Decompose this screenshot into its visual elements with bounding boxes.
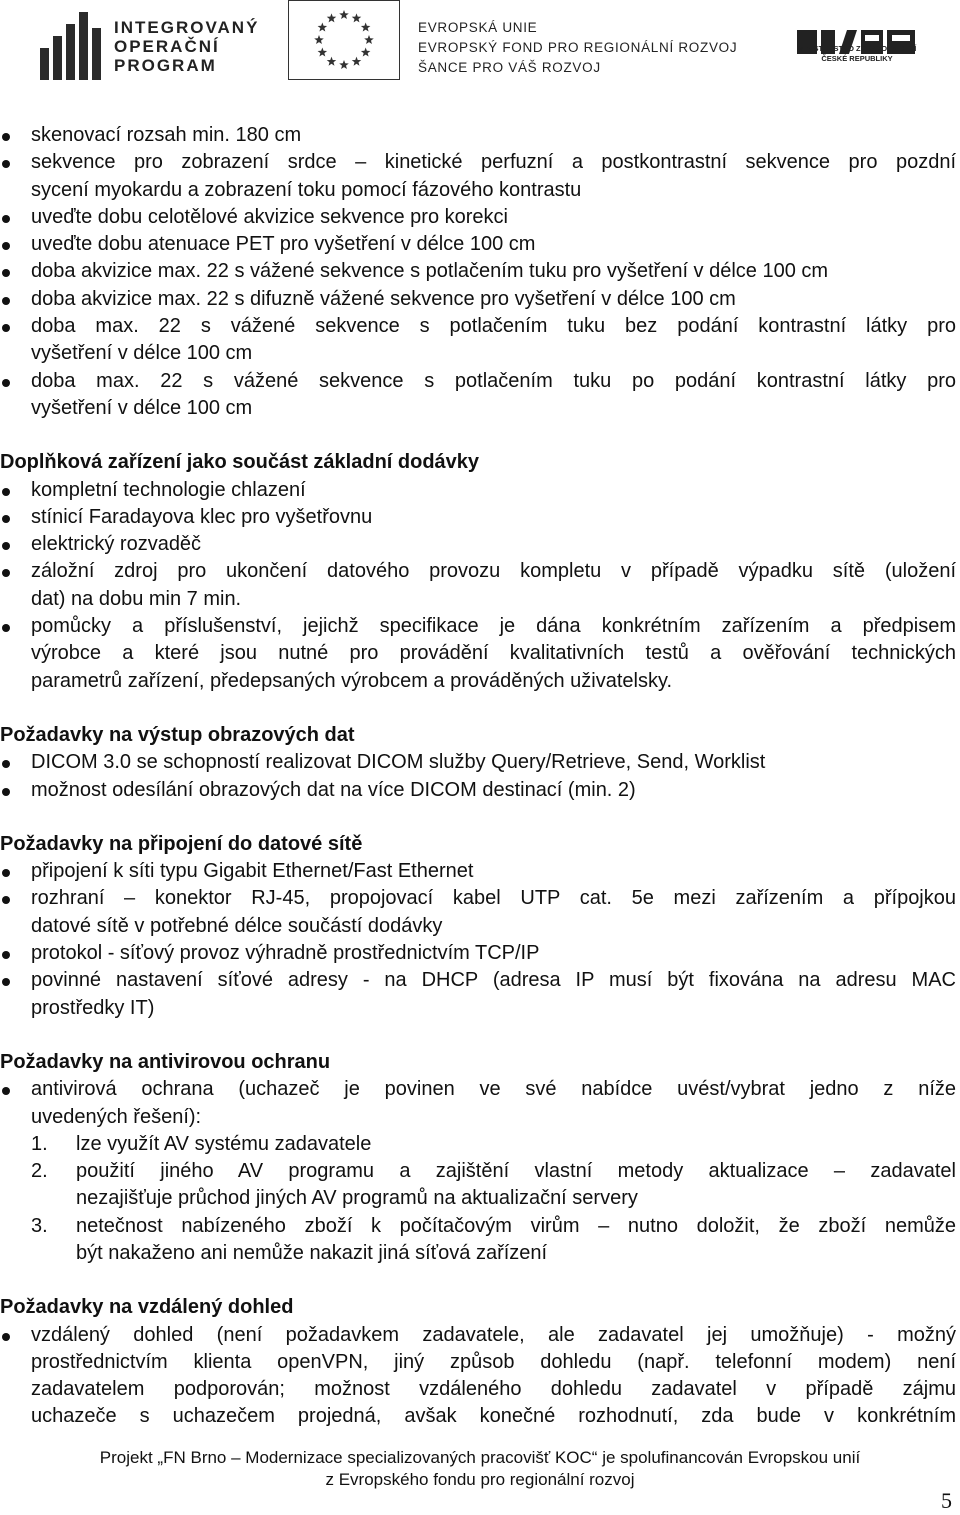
bullet-icon <box>2 269 10 277</box>
section-gap <box>0 1267 960 1294</box>
ministry-text-line-1: MINISTERSTVO ZDRAVOTNICTVÍ <box>797 44 917 53</box>
iop-logo-line-3: PROGRAM <box>114 56 217 75</box>
bullet-icon <box>2 515 10 523</box>
bullet-item-continuation <box>0 913 960 940</box>
bullet-item-text: datové sítě v potřebné délce součástí dodávky <box>31 914 443 937</box>
bullet-item-text: uchazeče s uchazečem projedná, avšak konečné rozhodnutí, zda bude v konkrétním <box>31 1405 956 1428</box>
page-header <box>0 0 960 92</box>
footer-line-2: z Evropského fondu pro regionální rozvoj <box>325 1470 635 1489</box>
section-heading-text: Požadavky na výstup obrazových dat <box>0 723 355 746</box>
bullet-item-text: prostředky IT) <box>31 996 155 1019</box>
bullet-item <box>0 368 960 395</box>
bullet-item-text: vyšetření v délce 100 cm <box>31 342 253 365</box>
bullet-item-text: sycení myokardu a zobrazení toku pomocí fázového kontrastu <box>31 178 582 201</box>
bullet-item-text: uveďte dobu celotělové akvizice sekvence pro korekci <box>31 205 508 228</box>
bullet-item-text: stínicí Faradayova klec pro vyšetřovnu <box>31 505 373 528</box>
section-heading-text: Požadavky na připojení do datové sítě <box>0 832 363 855</box>
numbered-item-text: netečnost nabízeného zboží k počítačovým virům – nutno doložit, že zboží nemůže <box>76 1214 956 1237</box>
bullet-item-text: pomůcky a příslušenství, jejichž specifikace je dána konkrétním zařízením a předpisem <box>31 615 956 638</box>
numbered-item-text: nezajišťuje průchod jiných AV programů na aktualizační servery <box>76 1187 638 1210</box>
eu-text <box>418 18 737 78</box>
bullet-icon <box>2 1087 10 1095</box>
numbered-item-continuation <box>0 1185 960 1212</box>
bullet-icon <box>2 951 10 959</box>
numbered-item-text: použití jiného AV programu a zajištění vlastní metody aktualizace – zadavatel <box>76 1160 956 1183</box>
iop-logo-line-1: INTEGROVANÝ <box>114 18 260 37</box>
bullet-item <box>0 885 960 912</box>
bullet-icon <box>2 160 10 168</box>
bullet-item <box>0 749 960 776</box>
bullet-item <box>0 204 960 231</box>
bullet-item-text: vzdálený dohled (není požadavkem zadavatele, ale zadavatel jej umožňuje) - možný <box>31 1323 956 1346</box>
bullet-item <box>0 313 960 340</box>
bullet-icon <box>2 324 10 332</box>
section-gap <box>0 804 960 831</box>
numbered-item-text: být nakaženo ani nemůže nakazit jiná síťová zařízení <box>76 1241 548 1264</box>
footer-line-1: Projekt „FN Brno – Modernizace specializovaných pracovišť KOC“ je spolufinancován Evropskou unií <box>99 1448 861 1467</box>
bullet-icon <box>2 488 10 496</box>
bullet-item-text: elektrický rozvaděč <box>31 533 202 556</box>
iop-logo <box>40 12 260 80</box>
numbered-item-text: lze využít AV systému zadavatele <box>76 1132 372 1155</box>
bullet-item-text: připojení k síti typu Gigabit Ethernet/Fast Ethernet <box>31 860 474 883</box>
bullet-item <box>0 477 960 504</box>
section-heading <box>0 1294 960 1321</box>
bullet-item-text: sekvence pro zobrazení srdce – kinetické perfuzní a postkontrastní sekvence pro pozdní <box>31 151 956 174</box>
numbered-item-continuation <box>0 1240 960 1267</box>
bullet-icon <box>2 542 10 550</box>
bullet-item <box>0 149 960 176</box>
bullet-icon <box>2 569 10 577</box>
bullet-item <box>0 940 960 967</box>
section-heading-text: Požadavky na antivirovou ochranu <box>0 1050 331 1073</box>
bullet-item-text: dat) na dobu min 7 min. <box>31 587 242 610</box>
bullet-item <box>0 858 960 885</box>
bullet-item <box>0 122 960 149</box>
numbered-item-number: 1. <box>31 1132 48 1155</box>
bullet-icon <box>2 215 10 223</box>
bullet-item-continuation <box>0 668 960 695</box>
bullet-item-continuation <box>0 340 960 367</box>
bullet-item-text: možnost odesílání obrazových dat na více DICOM destinací (min. 2) <box>31 778 636 801</box>
bullet-icon <box>2 379 10 387</box>
bullet-item-text: doba akvizice max. 22 s difuzně vážené sekvence pro vyšetření v délce 100 cm <box>31 287 736 310</box>
bullet-item-continuation <box>0 1104 960 1131</box>
section-heading <box>0 1049 960 1076</box>
bullet-icon <box>2 133 10 141</box>
bullet-item-text: protokol - síťový provoz výhradně prostřednictvím TCP/IP <box>31 942 540 965</box>
section-heading <box>0 722 960 749</box>
bullet-icon <box>2 978 10 986</box>
bullet-item-text: prostřednictvím klienta openVPN, jiný způsob dohledu (např. telefonní modem) není <box>31 1350 956 1373</box>
bullet-icon <box>2 896 10 904</box>
ministry-text <box>792 44 922 64</box>
page-footer <box>0 1447 960 1491</box>
bullet-item <box>0 1076 960 1103</box>
bullet-item-text: uveďte dobu atenuace PET pro vyšetření v délce 100 cm <box>31 233 536 256</box>
page-number: 5 <box>941 1488 952 1513</box>
bullet-item-text: DICOM 3.0 se schopností realizovat DICOM služby Query/Retrieve, Send, Worklist <box>31 751 766 774</box>
bullet-item-continuation <box>0 640 960 667</box>
section-gap <box>0 422 960 449</box>
bullet-item-continuation <box>0 177 960 204</box>
bullet-item-text: výrobce a které jsou nutné pro provádění kvalitativních testů a ověřování technických <box>31 642 956 665</box>
iop-logo-line-2: OPERAČNÍ <box>114 37 220 56</box>
bullet-icon <box>2 788 10 796</box>
bullet-icon <box>2 1333 10 1341</box>
ministry-text-line-2: ČESKÉ REPUBLIKY <box>821 54 893 63</box>
section-heading-text: Požadavky na vzdálený dohled <box>0 1296 294 1319</box>
bullet-item <box>0 967 960 994</box>
iop-logo-mark-icon <box>40 12 102 80</box>
bullet-item-continuation <box>0 586 960 613</box>
bullet-item <box>0 531 960 558</box>
bullet-item-text: doba max. 22 s vážené sekvence s potlačením tuku bez podání kontrastní látky pro <box>31 315 956 338</box>
bullet-item-continuation <box>0 995 960 1022</box>
bullet-icon <box>2 297 10 305</box>
bullet-item-continuation <box>0 1349 960 1376</box>
bullet-item-continuation <box>0 395 960 422</box>
bullet-item-text: vyšetření v délce 100 cm <box>31 396 253 419</box>
section-heading <box>0 449 960 476</box>
bullet-item <box>0 1322 960 1349</box>
bullet-item-text: doba max. 22 s vážené sekvence s potlačením tuku po podání kontrastní látky pro <box>31 369 956 392</box>
bullet-item <box>0 777 960 804</box>
bullet-icon <box>2 760 10 768</box>
bullet-item <box>0 558 960 585</box>
bullet-item-text: doba akvizice max. 22 s vážené sekvence s potlačením tuku pro vyšetření v délce 100 cm <box>31 260 829 283</box>
numbered-item-number: 2. <box>31 1160 48 1183</box>
numbered-item-number: 3. <box>31 1214 48 1237</box>
bullet-icon <box>2 869 10 877</box>
bullet-item-text: kompletní technologie chlazení <box>31 478 306 501</box>
section-gap <box>0 695 960 722</box>
bullet-item <box>0 504 960 531</box>
bullet-item <box>0 258 960 285</box>
numbered-item <box>0 1131 960 1158</box>
bullet-item-text: zadavatelem podporován; možnost vzdáleného dohledu zadavatel v případě zájmu <box>31 1378 956 1401</box>
bullet-icon <box>2 242 10 250</box>
eu-text-line-1: EVROPSKÁ UNIE <box>418 20 538 35</box>
iop-logo-text <box>114 18 259 75</box>
bullet-item <box>0 231 960 258</box>
bullet-item-continuation <box>0 1403 960 1430</box>
bullet-item-text: uvedených řešení): <box>31 1105 202 1128</box>
section-gap <box>0 1022 960 1049</box>
eu-text-line-2: EVROPSKÝ FOND PRO REGIONÁLNÍ ROZVOJ <box>418 40 738 55</box>
bullet-item <box>0 613 960 640</box>
bullet-item <box>0 286 960 313</box>
bullet-item-text: rozhraní – konektor RJ-45, propojovací kabel UTP cat. 5e mezi zařízením a přípojkou <box>31 887 956 910</box>
eu-text-line-3: ŠANCE PRO VÁŠ ROZVOJ <box>418 60 601 75</box>
bullet-item-continuation <box>0 1376 960 1403</box>
numbered-item <box>0 1158 960 1185</box>
bullet-item-text: parametrů zařízení, předepsaných výrobcem a prováděných uživatelsky. <box>31 669 673 692</box>
bullet-icon <box>2 624 10 632</box>
bullet-item-text: záložní zdroj pro ukončení datového provozu kompletu v případě výpadku sítě (uložení <box>31 560 956 583</box>
section-heading-text: Doplňková zařízení jako součást základní dodávky <box>0 451 480 474</box>
document-body <box>0 122 960 1431</box>
bullet-item-text: antivirová ochrana (uchazeč je povinen ve své nabídce uvést/vybrat jedno z níže <box>31 1078 956 1101</box>
section-heading <box>0 831 960 858</box>
bullet-item-text: skenovací rozsah min. 180 cm <box>31 124 302 146</box>
eu-flag-icon <box>288 0 400 80</box>
bullet-item-text: povinné nastavení síťové adresy - na DHCP (adresa IP musí být fixována na adresu MAC <box>31 969 956 992</box>
numbered-item <box>0 1213 960 1240</box>
